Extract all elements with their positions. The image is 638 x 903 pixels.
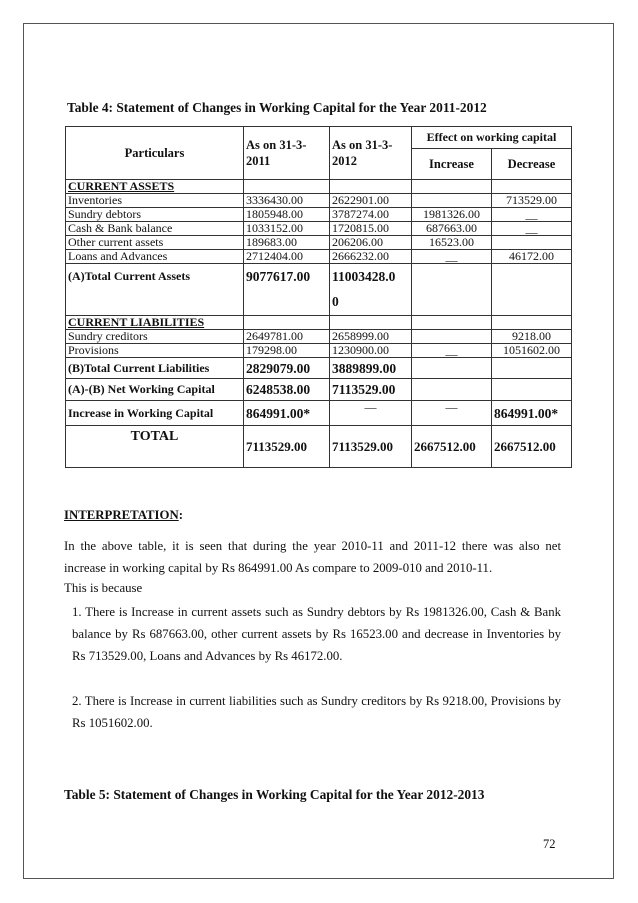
header-particulars: Particulars (66, 127, 244, 180)
table-row: Loans and Advances 2712404.00 2666232.00 __ 46172.00 (66, 250, 572, 264)
total-liabilities-row: (B)Total Current Liabilities 2829079.00 3889899.00 (66, 358, 572, 379)
header-2012: As on 31-3-2012 (330, 127, 412, 180)
table-row: Cash & Bank balance 1033152.00 1720815.00 687663.00 __ (66, 222, 572, 236)
header-2011: As on 31-3-2011 (244, 127, 330, 180)
total-assets-row: (A)Total Current Assets 9077617.00 11003428.0 0 (66, 264, 572, 316)
table4-title: Table 4: Statement of Changes in Working Capital for the Year 2011-2012 (67, 100, 487, 115)
header-effect: Effect on working capital (412, 127, 572, 149)
total-row: TOTAL 7113529.00 7113529.00 2667512.00 2667512.00 (66, 426, 572, 468)
interpretation-paragraph: In the above table, it is seen that during the year 2010-11 and 2011-12 there was also net increase in working capital by Rs 864991.00 As compare to 2009-010 and 2010-11. (64, 539, 561, 575)
increase-working-capital-row: Increase in Working Capital 864991.00* — — 864991.00* (66, 401, 572, 426)
table-row: Inventories 3336430.00 2622901.00 713529.00 (66, 194, 572, 208)
page-number: 72 (543, 837, 556, 851)
interpretation-point-2: 2. There is Increase in current liabilities such as Sundry creditors by Rs 9218.00, Provisions by Rs 1051602.00. (72, 694, 561, 730)
header-increase: Increase (412, 149, 492, 180)
table5-title: Table 5: Statement of Changes in Working Capital for the Year 2012-2013 (64, 787, 485, 802)
table-row: Other current assets 189683.00 206206.00 16523.00 (66, 236, 572, 250)
working-capital-table (65, 126, 572, 468)
net-working-capital-row: (A)-(B) Net Working Capital 6248538.00 7113529.00 (66, 379, 572, 401)
table-row: Provisions 179298.00 1230900.00 __ 1051602.00 (66, 344, 572, 358)
interpretation-because: This is because (64, 581, 143, 595)
header-decrease: Decrease (492, 149, 572, 180)
interpretation-point-1: 1. There is Increase in current assets such as Sundry debtors by Rs 1981326.00, Cash & Bank balance by Rs 687663.00, other current assets by Rs 16523.00 and decrease in Inventories by Rs 713529.00, Loans and Advances by Rs 46172.00. (72, 605, 561, 663)
table-row: Sundry debtors 1805948.00 3787274.00 1981326.00 __ (66, 208, 572, 222)
table-row: Sundry creditors 2649781.00 2658999.00 9218.00 (66, 330, 572, 344)
interpretation-heading: INTERPRETATION: (64, 508, 183, 522)
current-assets-heading: CURRENT ASSETS (66, 180, 244, 194)
current-liabilities-heading: CURRENT LIABILITIES (66, 316, 244, 330)
